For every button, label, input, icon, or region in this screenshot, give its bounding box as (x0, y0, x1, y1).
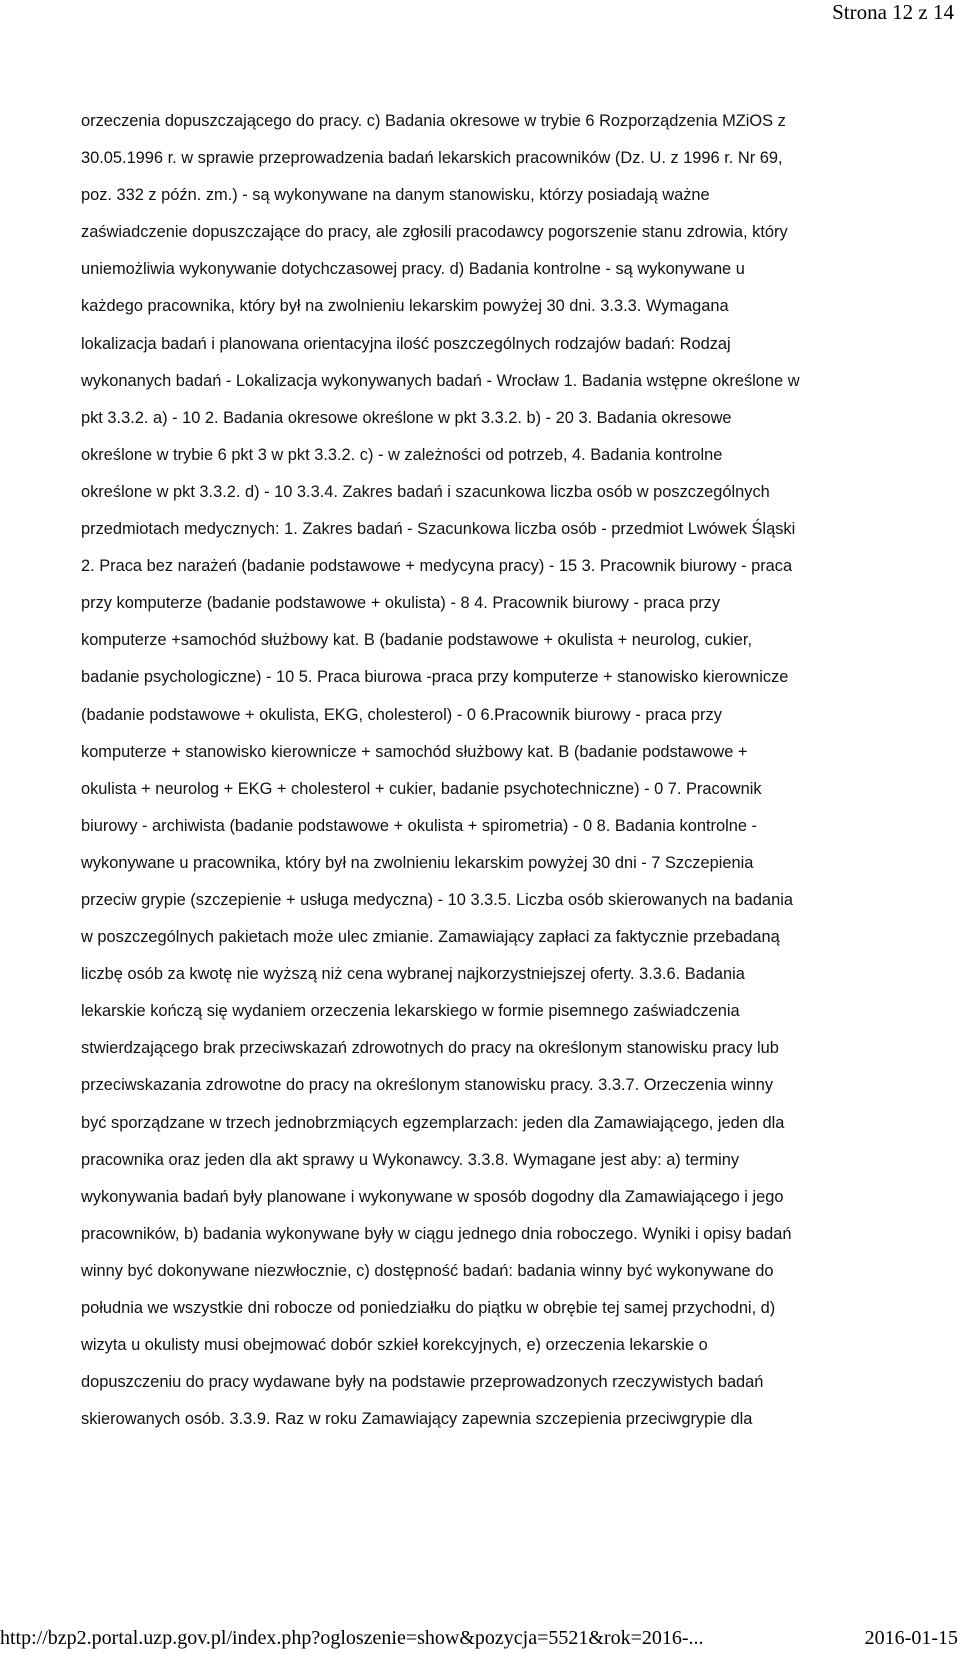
text-line: zaświadczenie dopuszczające do pracy, ale zgłosili pracodawcy pogorszenie stanu zdrowia, który (81, 223, 788, 242)
text-line: w poszczególnych pakietach może ulec zmianie. Zamawiający zapłaci za faktycznie przebadaną (81, 928, 780, 947)
footer-date: 2016-01-15 (864, 1627, 958, 1649)
text-line: okulista + neurolog + EKG + cholesterol + cukier, badanie psychotechniczne) - 0 7. Pracownik (81, 779, 762, 798)
page-footer (0, 1627, 960, 1654)
text-line: komputerze + stanowisko kierownicze + samochód służbowy kat. B (badanie podstawowe + (81, 742, 748, 761)
text-line: stwierdzającego brak przeciwskazań zdrowotnych do pracy na określonym stanowisku pracy lub (81, 1039, 779, 1058)
text-line: być sporządzane w trzech jednobrzmiących egzemplarzach: jeden dla Zamawiającego, jeden dla (81, 1113, 785, 1132)
text-line: przeciw grypie (szczepienie + usługa medyczna) - 10 3.3.5. Liczba osób skierowanych na badania (81, 890, 794, 909)
text-line: lokalizacja badań i planowana orientacyjna ilość poszczególnych rodzajów badań: Rodzaj (81, 334, 731, 353)
text-line: wykonywane u pracownika, który był na zwolnieniu lekarskim powyżej 30 dni - 7 Szczepienia (81, 853, 754, 872)
text-line: każdego pracownika, który był na zwolnieniu lekarskim powyżej 30 dni. 3.3.3. Wymagana (81, 297, 729, 316)
text-line: przeciwskazania zdrowotne do pracy na określonym stanowisku pracy. 3.3.7. Orzeczenia winny (81, 1076, 774, 1095)
page-number: Strona 12 z 14 (832, 0, 954, 24)
text-line: wizyta u okulisty musi obejmować dobór szkieł korekcyjnych, e) orzeczenia lekarskie o (81, 1336, 708, 1355)
text-line: 30.05.1996 r. w sprawie przeprowadzenia badań lekarskich pracowników (Dz. U. z 1996 r. Nr 69, (81, 149, 783, 168)
text-line: biurowy - archiwista (badanie podstawowe + okulista + spirometria) - 0 8. Badania kontrolne - (81, 816, 757, 835)
text-line: przedmiotach medycznych: 1. Zakres badań - Szacunkowa liczba osób - przedmiot Lwówek Śląski (81, 520, 796, 539)
text-line: pracowników, b) badania wykonywane były w ciągu jednego dnia roboczego. Wyniki i opisy badań (81, 1224, 792, 1243)
text-line: dopuszczeniu do pracy wydawane były na podstawie przeprowadzonych rzeczywistych badań (81, 1373, 764, 1392)
text-line: liczbę osób za kwotę nie wyższą niż cena wybranej najkorzystniejszej oferty. 3.3.6. Badania (81, 965, 745, 984)
text-line: skierowanych osób. 3.3.9. Raz w roku Zamawiający zapewnia szczepienia przeciwgrypie dla (81, 1410, 753, 1429)
text-line: określone w trybie 6 pkt 3 w pkt 3.3.2. c) - w zależności od potrzeb, 4. Badania kontrolne (81, 445, 723, 464)
text-line: komputerze +samochód służbowy kat. B (badanie podstawowe + okulista + neurolog, cukier, (81, 631, 753, 650)
text-line: pracownika oraz jeden dla akt sprawy u Wykonawcy. 3.3.8. Wymagane jest aby: a) terminy (81, 1150, 740, 1169)
text-line: winny być dokonywane niezwłocznie, c) dostępność badań: badania winny być wykonywane do (81, 1261, 774, 1280)
text-line: lekarskie kończą się wydaniem orzeczenia lekarskiego w formie pisemnego zaświadczenia (81, 1002, 740, 1021)
text-line: określone w pkt 3.3.2. d) - 10 3.3.4. Zakres badań i szacunkowa liczba osób w poszczególnych (81, 482, 770, 501)
text-line: orzeczenia dopuszczającego do pracy. c) Badania okresowe w trybie 6 Rozporządzenia MZiOS z (81, 112, 786, 130)
text-line: badanie psychologiczne) - 10 5. Praca biurowa -praca przy komputerze + stanowisko kierownicze (81, 668, 789, 687)
text-line: uniemożliwia wykonywanie dotychczasowej pracy. d) Badania kontrolne - są wykonywane u (81, 260, 745, 279)
text-line: pkt 3.3.2. a) - 10 2. Badania okresowe określone w pkt 3.3.2. b) - 20 3. Badania okresowe (81, 408, 732, 427)
text-line: przy komputerze (badanie podstawowe + okulista) - 8 4. Pracownik biurowy - praca przy (81, 594, 721, 613)
text-line: wykonanych badań - Lokalizacja wykonywanych badań - Wrocław 1. Badania wstępne określone w (81, 371, 800, 390)
document-body (81, 103, 936, 1438)
text-line: poz. 332 z późn. zm.) - są wykonywane na danym stanowisku, którzy posiadają ważne (81, 186, 710, 205)
text-line: 2. Praca bez narażeń (badanie podstawowe + medycyna pracy) - 15 3. Pracownik biurowy - praca (81, 557, 793, 576)
text-line: (badanie podstawowe + okulista, EKG, cholesterol) - 0 6.Pracownik biurowy - praca przy (81, 705, 722, 724)
text-line: wykonywania badań były planowane i wykonywane w sposób dogodny dla Zamawiającego i jego (81, 1187, 784, 1206)
text-line: południa we wszystkie dni robocze od poniedziałku do piątku w obrębie tej samej przychodni, d) (81, 1299, 776, 1317)
footer-url: http://bzp2.portal.uzp.gov.pl/index.php?ogloszenie=show&pozycja=5521&rok=2016-... (0, 1627, 704, 1649)
